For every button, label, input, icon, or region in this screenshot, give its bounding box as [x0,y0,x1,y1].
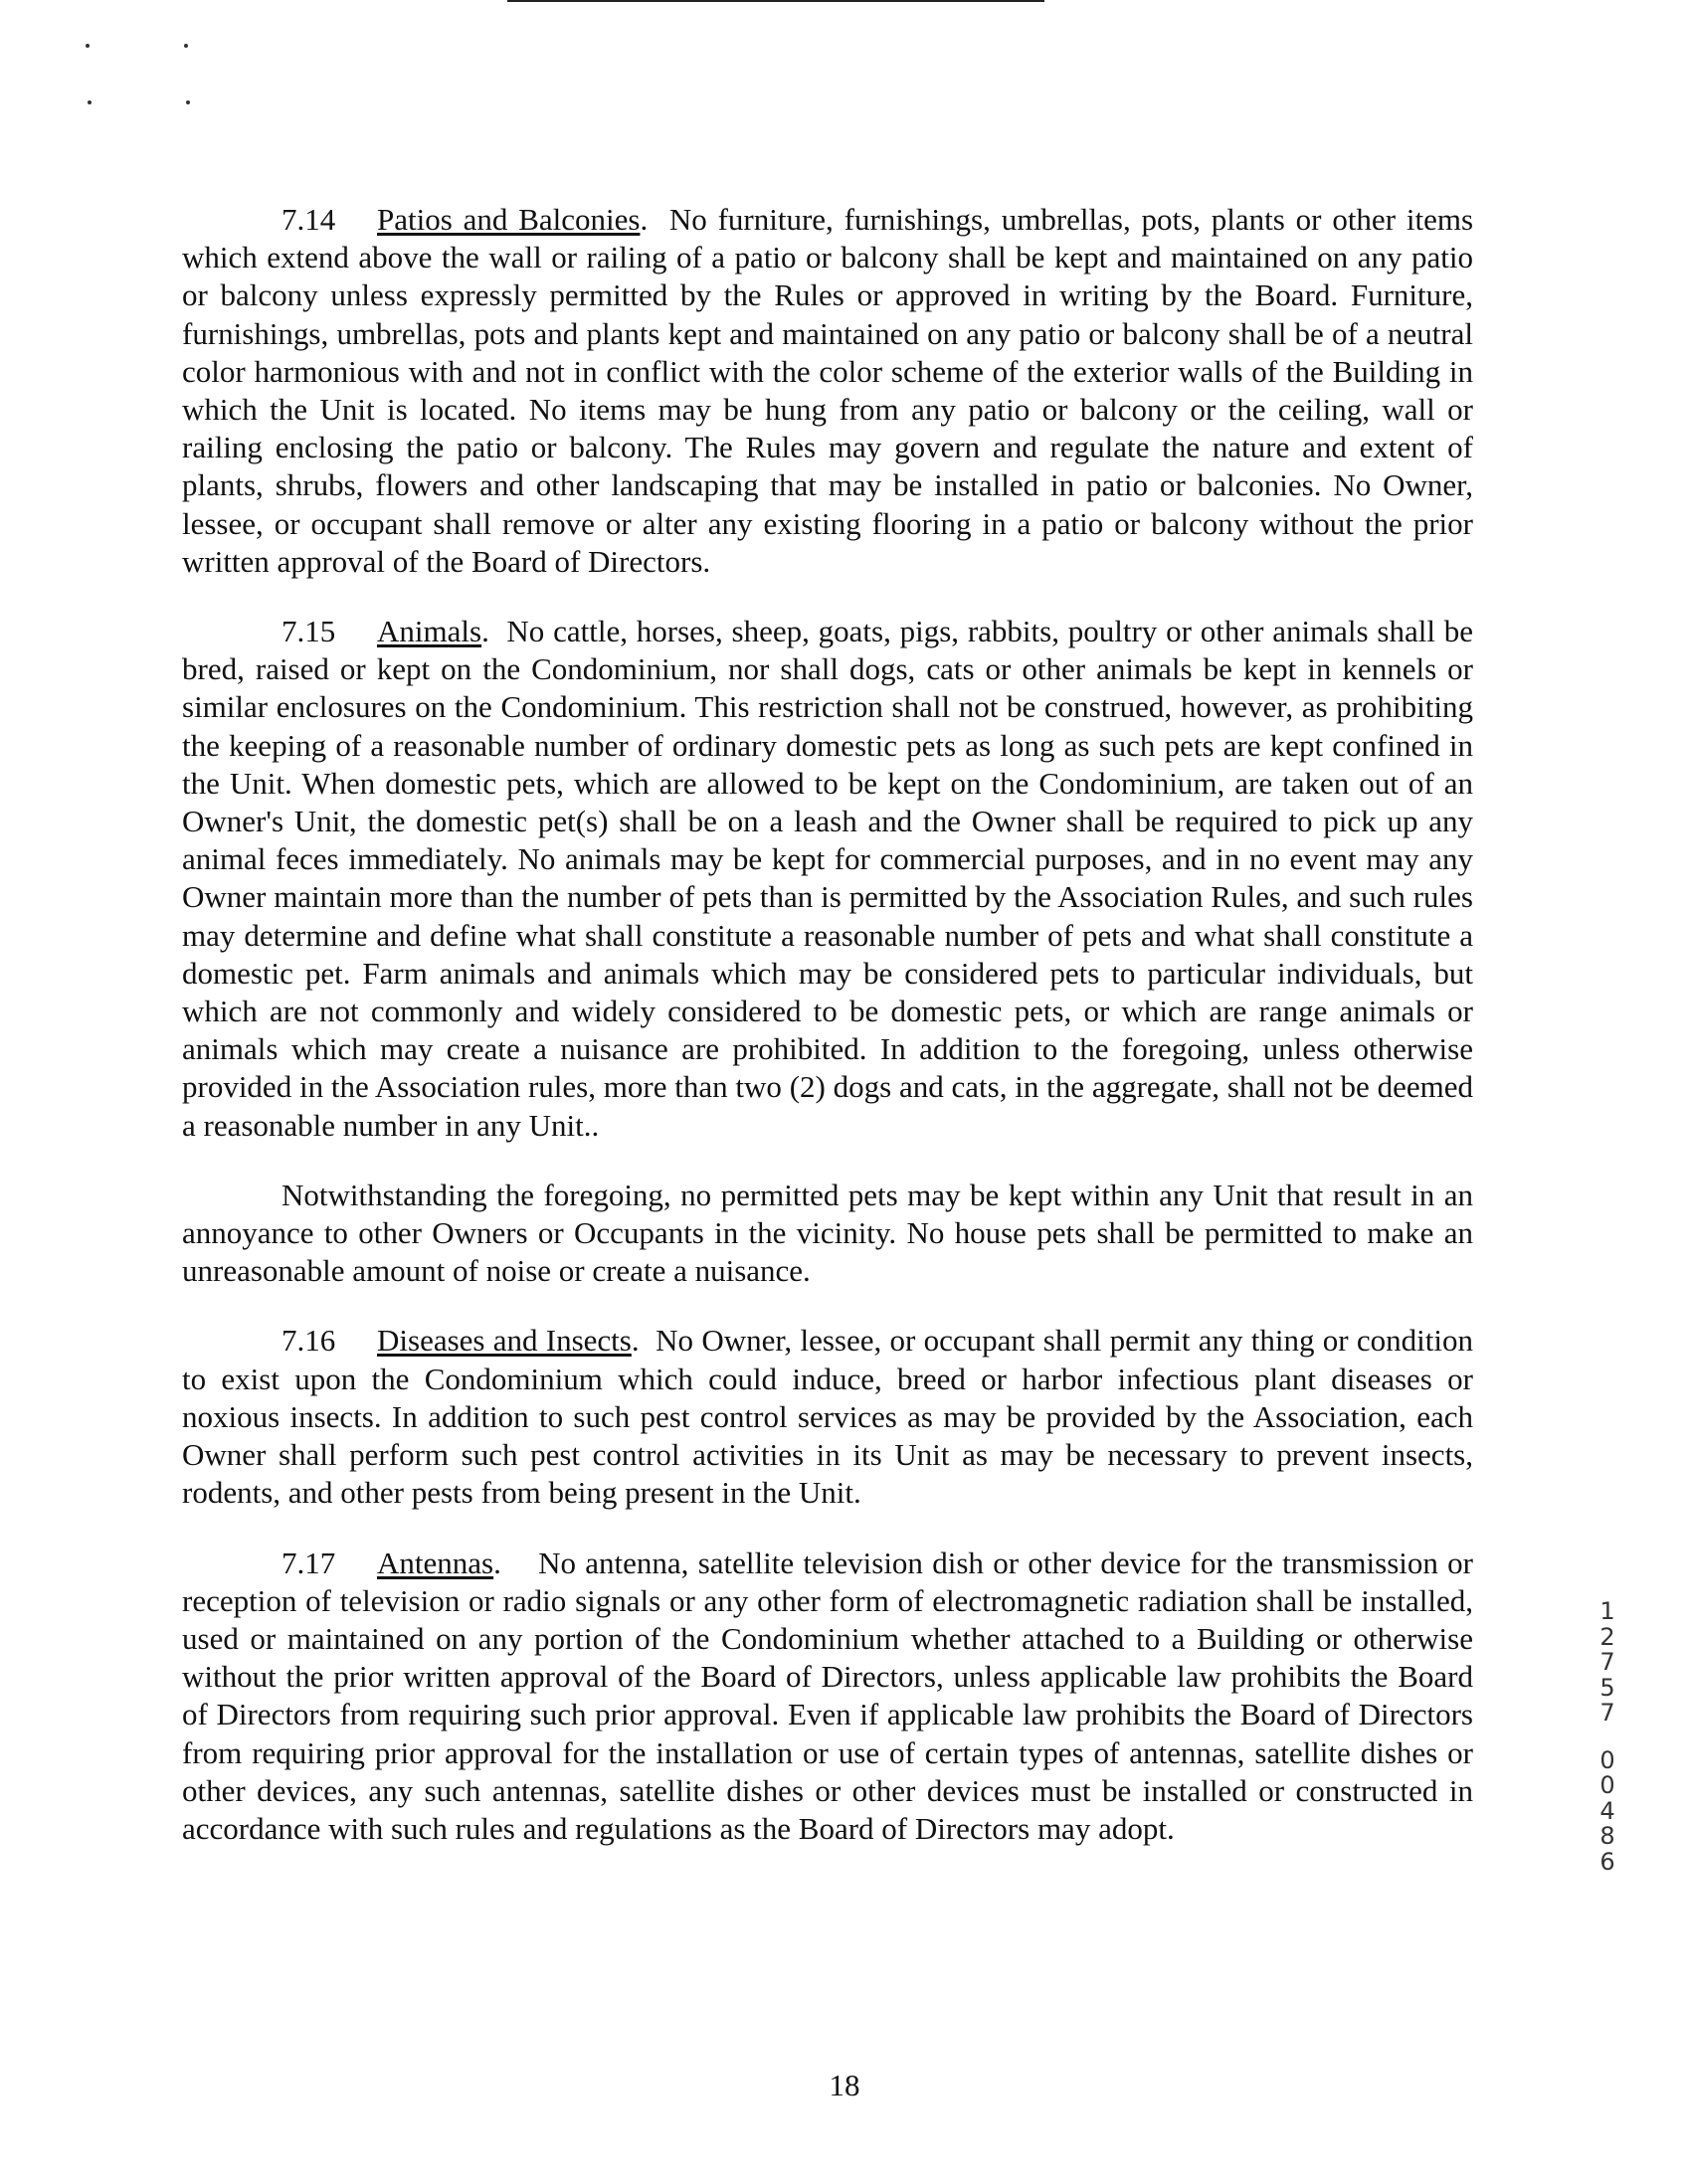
section-number: 7.17 [282,1545,336,1580]
section-heading: Patios and Balconies [377,202,641,237]
document-body [182,201,1473,1880]
section-7-14: 7.14 Patios and Balconies. No furniture, furnishings, umbrellas, pots, plants or other items which extend above the wall or railing of a patio or balcony shall be kept and maintained on any patio or balcony unless expressly permitted by the Rules or approved in writing by the Board. Furniture, furnishings, umbrellas, pots and plants kept and maintained on any patio or balcony shall be of a neutral color harmonious with and not in conflict with the color scheme of the exterior walls of the Building in which the Unit is located. No items may be hung from any patio or balcony or the ceiling, wall or railing enclosing the patio or balcony. The Rules may govern and regulate the nature and extent of plants, shrubs, flowers and other landscaping that may be installed in patio or balconies. No Owner, lessee, or occupant shall remove or alter any existing flooring in a patio or balcony without the prior written approval of the Board of Directors. [182,202,1474,579]
section-text: Notwithstanding the foregoing, no permitted pets may be kept within any Unit that result in an annoyance to other Owners or Occupants in the vicinity. No house pets shall be permitted to make an unreasonable amount of noise or create a nuisance. [182,1177,1473,1289]
section-text: No antenna, satellite television dish or other device for the transmission or reception of television or radio signals or any other form of electromagnetic radiation shall be installed, used or maintained on any portion of the Condominium whether attached to a Building or otherwise without the prior written approval of the Board of Directors, unless applicable law prohibits the Board of Directors from requiring such prior approval. Even if applicable law prohibits the Board of Directors from requiring prior approval for the installation or use of certain types of antennas, satellite dishes or other devices, any such antennas, satellite dishes or other devices must be installed or constructed in accordance with such rules and regulations as the Board of Directors may adopt. [182,1545,1474,1846]
page-number: 18 [829,2068,860,2102]
section-7-17: 7.17 Antennas. No antenna, satellite television dish or other device for the transmission or reception of television or radio signals or any other form of electromagnetic radiation shall be installed, used or maintained on any portion of the Condominium whether attached to a Building or otherwise without the prior written approval of the Board of Directors, unless applicable law prohibits the Board of Directors from requiring such prior approval. Even if applicable law prohibits the Board of Directors from requiring prior approval for the installation or use of certain types of antennas, satellite dishes or other devices, any such antennas, satellite dishes or other devices must be installed or constructed in accordance with such rules and regulations as the Board of Directors may adopt. [182,1545,1474,1846]
stamp-digit: 7 [1599,1648,1615,1676]
scan-top-rule [507,0,1044,2]
section-heading: Diseases and Insects [377,1323,632,1359]
section-7-15-continued [182,1177,1473,1291]
scan-speck [86,44,90,48]
recording-stamp [1595,1599,1619,1875]
stamp-digit: 4 [1599,1796,1615,1825]
stamp-digit: 0 [1599,1745,1615,1774]
stamp-digit: 6 [1599,1847,1615,1876]
stamp-digit: 7 [1599,1699,1615,1727]
section-number: 7.15 [282,614,336,649]
stamp-digit: 0 [1599,1771,1615,1799]
section-text: No furniture, furnishings, umbrellas, pots, plants or other items which extend above the wall or railing of a patio or balcony shall be kept and maintained on any patio or balcony unless expressly permitted by the Rules or approved in writing by the Board. Furniture, furnishings, umbrellas, pots and plants kept and maintained on any patio or balcony shall be of a neutral color harmonious with and not in conflict with the color scheme of the exterior walls of the Building in which the Unit is located. No items may be hung from any patio or balcony or the ceiling, wall or railing enclosing the patio or balcony. The Rules may govern and regulate the nature and extent of plants, shrubs, flowers and other landscaping that may be installed in patio or balconies. No Owner, lessee, or occupant shall remove or alter any existing flooring in a patio or balcony without the prior written approval of the Board of Directors. [182,202,1474,579]
section-number: 7.16 [282,1323,336,1359]
stamp-digit: 2 [1599,1622,1615,1651]
stamp-digit: 8 [1599,1822,1615,1850]
section-text: No cattle, horses, sheep, goats, pigs, rabbits, poultry or other animals shall be bred, raised or kept on the Condominium, nor shall dogs, cats or other animals be kept in kennels or similar enclosures on the Condominium. This restriction shall not be construed, however, as prohibiting the keeping of a reasonable number of ordinary domestic pets as long as such pets are kept confined in the Unit. When domestic pets, which are allowed to be kept on the Condominium, are taken out of an Owner's Unit, the domestic pet(s) shall be on a leash and the Owner shall be required to pick up any animal feces immediately. No animals may be kept for commercial purposes, and in no event may any Owner maintain more than the number of pets than is permitted by the Association Rules, and such rules may determine and define what shall constitute a reasonable number of pets and what shall constitute a domestic pet. Farm animals and animals which may be considered pets to particular individuals, but which are not commonly and widely considered to be domestic pets, or which are range animals or animals which may create a nuisance are prohibited. In addition to the foregoing, unless otherwise provided in the Association rules, more than two (2) dogs and cats, in the aggregate, shall not be deemed a reasonable number in any Unit.. [182,614,1474,1143]
section-heading: Animals [377,614,482,649]
stamp-digit: 5 [1599,1673,1615,1702]
stamp-gap [1595,1727,1619,1748]
section-7-15: 7.15 Animals. No cattle, horses, sheep, goats, pigs, rabbits, poultry or other animals shall be bred, raised or kept on the Condominium, nor shall dogs, cats or other animals be kept in kennels or similar enclosures on the Condominium. This restriction shall not be construed, however, as prohibiting the keeping of a reasonable number of ordinary domestic pets as long as such pets are kept confined in the Unit. When domestic pets, which are allowed to be kept on the Condominium, are taken out of an Owner's Unit, the domestic pet(s) shall be on a leash and the Owner shall be required to pick up any animal feces immediately. No animals may be kept for commercial purposes, and in no event may any Owner maintain more than the number of pets than is permitted by the Association Rules, and such rules may determine and define what shall constitute a reasonable number of pets and what shall constitute a domestic pet. Farm animals and animals which may be considered pets to particular individuals, but which are not commonly and widely considered to be domestic pets, or which are range animals or animals which may create a nuisance are prohibited. In addition to the foregoing, unless otherwise provided in the Association rules, more than two (2) dogs and cats, in the aggregate, shall not be deemed a reasonable number in any Unit.. [182,614,1474,1143]
section-text: No Owner, lessee, or occupant shall permit any thing or condition to exist upon the Condominium which could induce, breed or harbor infectious plant diseases or noxious insects. In addition to such pest control services as may be provided by the Association, each Owner shall perform such pest control activities in its Unit as may be necessary to prevent insects, rodents, and other pests from being present in the Unit. [182,1323,1473,1511]
stamp-digit: 1 [1599,1597,1615,1625]
section-7-16: 7.16 Diseases and Insects. No Owner, lessee, or occupant shall permit any thing or condition to exist upon the Condominium which could induce, breed or harbor infectious plant diseases or noxious insects. In addition to such pest control services as may be provided by the Association, each Owner shall perform such pest control activities in its Unit as may be necessary to prevent insects, rodents, and other pests from being present in the Unit. [182,1323,1473,1511]
section-heading: Antennas [377,1545,494,1580]
scan-speck [186,100,190,104]
scan-speck [88,100,92,104]
section-number: 7.14 [282,202,336,237]
scan-speck [184,44,188,48]
